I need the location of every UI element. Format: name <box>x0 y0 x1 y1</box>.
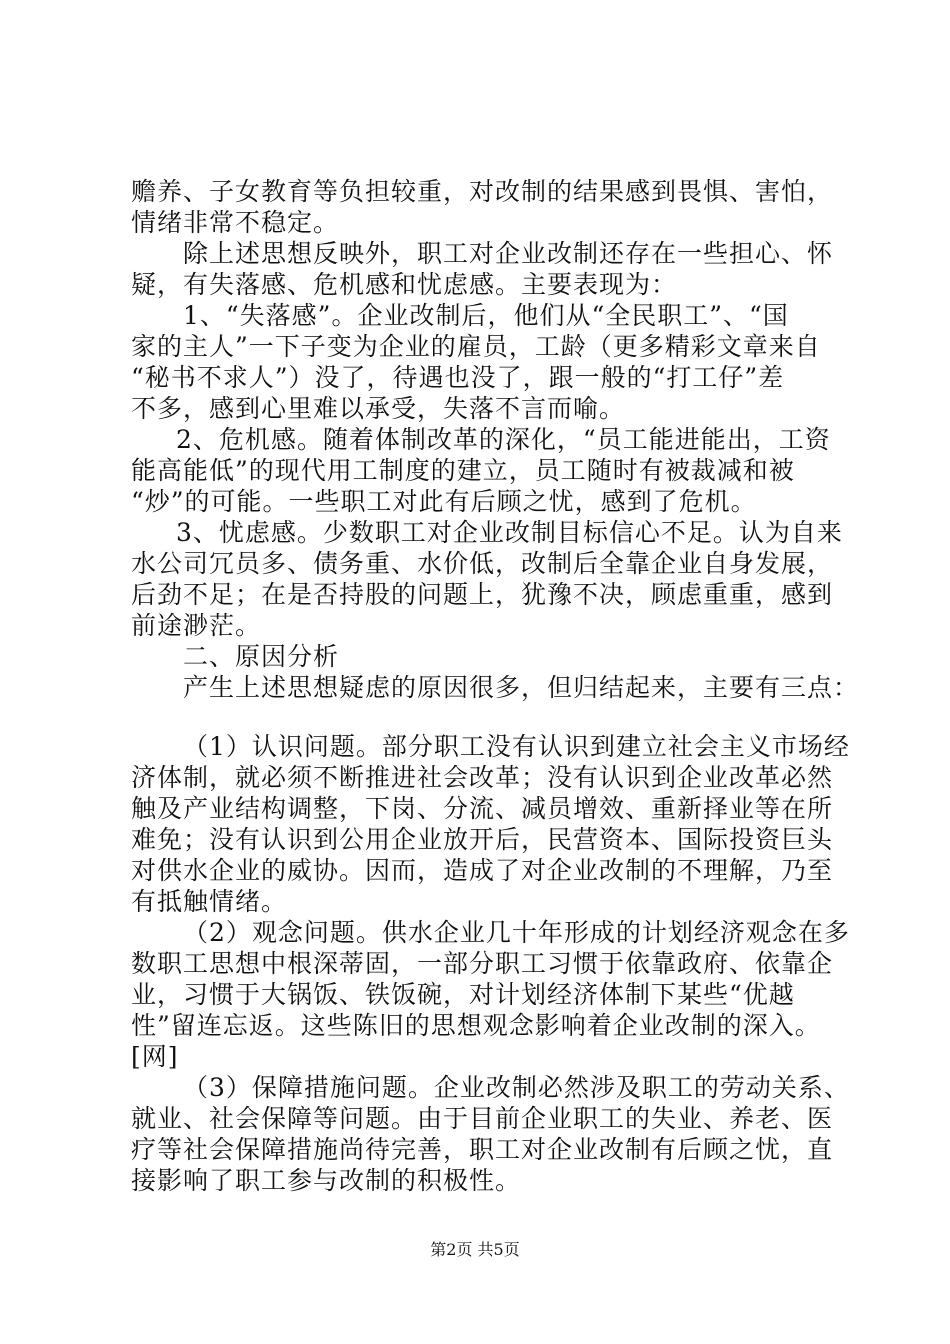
text-line: 赡养、子女教育等负担较重，对改制的结果感到畏惧、害怕， <box>131 177 834 206</box>
text-line: 疗等社会保障措施尚待完善，职工对企业改制有后顾之忧，直 <box>131 1135 834 1164</box>
text-line: 难免；没有认识到公用企业放开后，民营资本、国际投资巨头 <box>131 825 834 854</box>
text-line: 性”留连忘返。这些陈旧的思想观念影响着企业改制的深入。 <box>131 1011 821 1040</box>
section-heading: 二、原因分析 <box>183 642 340 671</box>
text-line: （2）观念问题。供水企业几十年形成的计划经济观念在多 <box>183 918 850 947</box>
text-line: 水公司冗员多、债务重、水价低，改制后全靠企业自身发展， <box>131 549 834 578</box>
text-line: [网] <box>131 1042 179 1071</box>
text-line: 产生上述思想疑虑的原因很多，但归结起来，主要有三点： <box>183 673 860 702</box>
text-line: 能高能低”的现代用工制度的建立，员工随时有被裁减和被 <box>131 456 795 485</box>
text-line: 就业、社会保障等问题。由于目前企业职工的失业、养老、医 <box>131 1104 834 1133</box>
text-line: 数职工思想中根深蒂固，一部分职工习惯于依靠政府、依靠企 <box>131 949 834 978</box>
text-line: 3、忧虑感。少数职工对企业改制目标信心不足。认为自来 <box>176 518 843 547</box>
page-indicator: 第2页 共5页 <box>430 1240 520 1259</box>
text-line: 接影响了职工参与改制的积极性。 <box>131 1166 522 1195</box>
text-line: 疑，有失落感、危机感和忧虑感。主要表现为： <box>131 270 678 299</box>
text-line: 后劲不足；在是否持股的问题上，犹豫不决，顾虑重重，感到 <box>131 580 834 609</box>
text-line: 对供水企业的威协。因而，造成了对企业改制的不理解，乃至 <box>131 856 834 885</box>
text-line: “炒”的可能。一些职工对此有后顾之忧，感到了危机。 <box>131 487 757 516</box>
text-line: 有抵触情绪。 <box>131 887 288 916</box>
text-line: （1）认识问题。部分职工没有认识到建立社会主义市场经 <box>183 732 850 761</box>
text-line: 业，习惯于大锅饭、铁饭碗，对计划经济体制下某些“优越 <box>131 980 795 1009</box>
text-line: 前途渺茫。 <box>131 611 262 640</box>
text-line: 情绪非常不稳定。 <box>131 208 340 237</box>
text-line: 家的主人”一下子变为企业的雇员，工龄（更多精彩文章来自 <box>131 332 821 361</box>
text-line: 不多，感到心里难以承受，失落不言而喻。 <box>131 394 626 423</box>
text-line: “秘书不求人”）没了，待遇也没了，跟一般的“打工仔”差 <box>131 363 785 392</box>
text-line: 除上述思想反映外，职工对企业改制还存在一些担心、怀 <box>183 239 834 268</box>
text-line: （3）保障措施问题。企业改制必然涉及职工的劳动关系、 <box>183 1073 850 1102</box>
text-line: 触及产业结构调整，下岗、分流、减员增效、重新择业等在所 <box>131 794 834 823</box>
text-line: 济体制，就必须不断推进社会改革；没有认识到企业改革必然 <box>131 763 834 792</box>
text-line: 2、危机感。随着体制改革的深化，“员工能进能出，工资 <box>176 425 831 454</box>
text-line: 1、“失落感”。企业改制后，他们从“全民职工”、“国 <box>183 301 789 330</box>
